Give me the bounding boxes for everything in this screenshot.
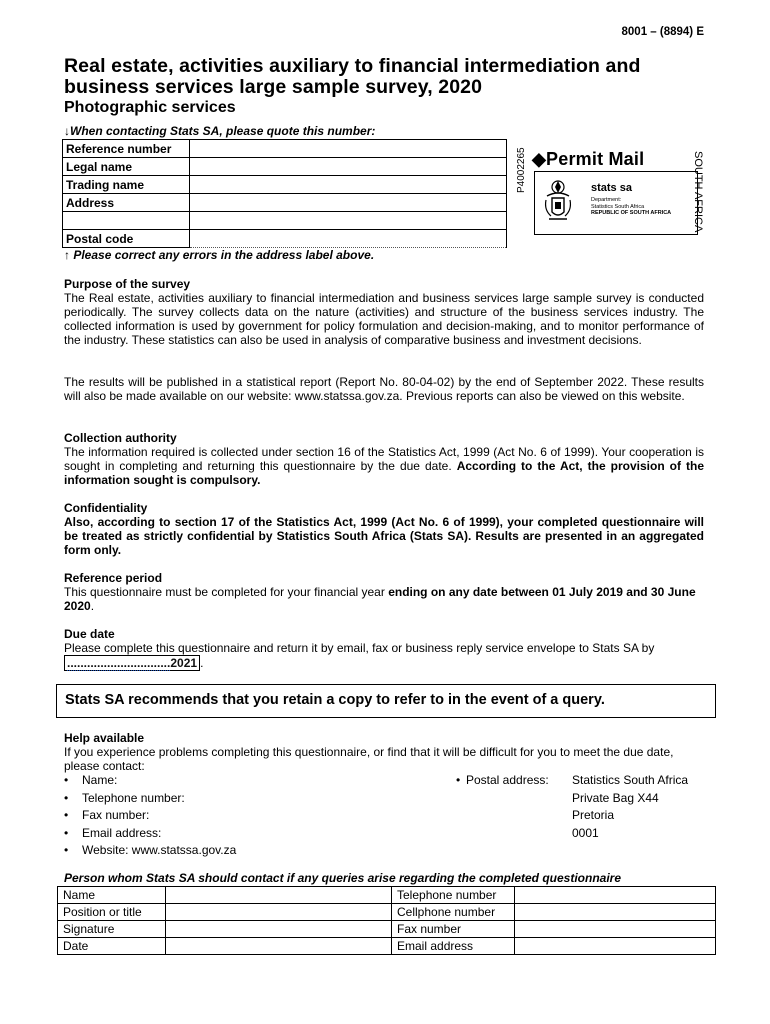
cellphone-field[interactable]	[515, 904, 716, 921]
address-label-table	[62, 139, 507, 248]
date-field[interactable]	[166, 938, 392, 955]
postal-address-label: • Postal address:	[456, 772, 549, 790]
contact-person-title: Person whom Stats SA should contact if any queries arise regarding the completed questionnaire	[64, 871, 622, 885]
diamond-arrow-icon: ◆	[532, 149, 547, 169]
field-label: Date	[58, 938, 166, 955]
section-text: The results will be published in a statistical report (Report No. 80-04-02) by the end of September 2022. These results will also be made available on our website: www.statssa.gov.za. Previous reports can also be viewed on this website.	[64, 375, 704, 403]
address-line-2-field[interactable]	[190, 212, 507, 230]
trading-name-field[interactable]	[190, 176, 507, 194]
section-heading: Confidentiality	[64, 501, 148, 515]
section-text: This questionnaire must be completed for your financial year ending on any date between 01 July 2019 and 30 June 2020.	[64, 585, 696, 613]
quote-hint: ↓When contacting Stats SA, please quote this number:	[64, 124, 376, 138]
field-label: Fax number	[392, 921, 515, 938]
due-date-section	[64, 627, 704, 671]
down-arrow-icon: ↓	[64, 124, 70, 138]
postal-code-field[interactable]	[190, 230, 507, 248]
section-text: Also, according to section 17 of the Statistics Act, 1999 (Act No. 6 of 1999), your completed questionnaire will be treated as strictly confidential by Statistics South Africa (Stats SA). Results are presented in an aggregated form only.	[64, 515, 704, 557]
field-label: Address	[63, 194, 190, 212]
contact-person-table	[57, 886, 716, 955]
fax-field[interactable]	[515, 921, 716, 938]
page-subtitle: Photographic services	[64, 99, 236, 116]
table-row	[58, 938, 716, 955]
publication-note	[64, 375, 704, 403]
permit-number: P4002265	[516, 147, 527, 193]
up-arrow-icon: ↑	[64, 248, 74, 262]
correct-errors-note: ↑ Please correct any errors in the address label above.	[64, 248, 375, 262]
country-label: SOUTH AFRICA	[692, 151, 704, 233]
signature-field[interactable]	[166, 921, 392, 938]
form-code: 8001 – (8894) E	[621, 26, 704, 38]
section-text: Please complete this questionnaire and return it by email, fax or business reply service envelope to Stats SA by	[64, 641, 655, 655]
section-text: The Real estate, activities auxiliary to financial intermediation and business services large sample survey is conducted periodically. The survey collects data on the nature (activities) and structure of the business services industry. The collected information is used by government for policy formulation and decision-making, and to monitor performance of the industry. These statistics can also be used in analysis of comparative business and investment decisions.	[64, 291, 704, 347]
field-label: Email address	[392, 938, 515, 955]
list-item: • Telephone number:	[64, 790, 236, 808]
table-row	[63, 176, 507, 194]
table-row	[63, 158, 507, 176]
section-heading: Reference period	[64, 571, 163, 585]
field-label: Signature	[58, 921, 166, 938]
field-label: Reference number	[63, 140, 190, 158]
list-item: • Website: www.statssa.gov.za	[64, 842, 236, 860]
section-heading: Purpose of the survey	[64, 277, 191, 291]
due-date-field[interactable]: ...............................2021	[64, 655, 200, 671]
permit-logo-box	[534, 171, 698, 235]
field-label: Position or title	[58, 904, 166, 921]
authority-section	[64, 431, 704, 487]
table-row	[63, 140, 507, 158]
field-label: Telephone number	[392, 887, 515, 904]
table-row	[58, 904, 716, 921]
confidentiality-section	[64, 501, 704, 557]
help-section	[64, 731, 704, 773]
table-row	[58, 921, 716, 938]
email-field[interactable]	[515, 938, 716, 955]
address-field[interactable]	[190, 194, 507, 212]
table-row	[58, 887, 716, 904]
name-field[interactable]	[166, 887, 392, 904]
field-label: Trading name	[63, 176, 190, 194]
list-item: • Email address:	[64, 825, 236, 843]
table-row	[63, 230, 507, 248]
reference-number-field[interactable]	[190, 140, 507, 158]
table-row	[63, 212, 507, 230]
org-name: stats sa	[591, 182, 632, 194]
field-label: Cellphone number	[392, 904, 515, 921]
telephone-field[interactable]	[515, 887, 716, 904]
field-label: Name	[58, 887, 166, 904]
coat-of-arms-icon	[543, 178, 573, 224]
list-item: • Fax number:	[64, 807, 236, 825]
section-text: If you experience problems completing this questionnaire, or find that it will be difficult for you to meet the due date, please contact:	[64, 745, 674, 773]
field-label	[63, 212, 190, 230]
due-date-line: ...............................2021 .	[64, 655, 704, 671]
list-item: • Name:	[64, 772, 236, 790]
section-heading: Due date	[64, 627, 115, 641]
reference-period-section	[64, 571, 704, 613]
help-contact-list	[64, 772, 236, 860]
field-label: Postal code	[63, 230, 190, 248]
recommend-text: Stats SA recommends that you retain a copy to refer to in the event of a query.	[65, 692, 605, 708]
position-field[interactable]	[166, 904, 392, 921]
field-label: Legal name	[63, 158, 190, 176]
recommend-box	[56, 684, 716, 718]
section-heading: Help available	[64, 731, 145, 745]
table-row	[63, 194, 507, 212]
section-text: The information required is collected under section 16 of the Statistics Act, 1999 (Act No. 6 of 1999). Your cooperation is sought in completing and returning this questionnaire by the due date. According to the Act, the provision of the information sought is compulsory.	[64, 445, 704, 487]
legal-name-field[interactable]	[190, 158, 507, 176]
purpose-section	[64, 277, 704, 347]
org-department: Department: Statistics South Africa REPUBLIC OF SOUTH AFRICA	[591, 197, 672, 216]
section-heading: Collection authority	[64, 431, 177, 445]
page-title: Real estate, activities auxiliary to financial intermediation and business services large sample survey, 2020	[64, 55, 641, 98]
permit-title: ◆Permit Mail	[532, 149, 645, 169]
permit-mail-stamp	[512, 145, 712, 235]
postal-address: Statistics South Africa Private Bag X44 Pretoria 0001	[572, 773, 689, 840]
